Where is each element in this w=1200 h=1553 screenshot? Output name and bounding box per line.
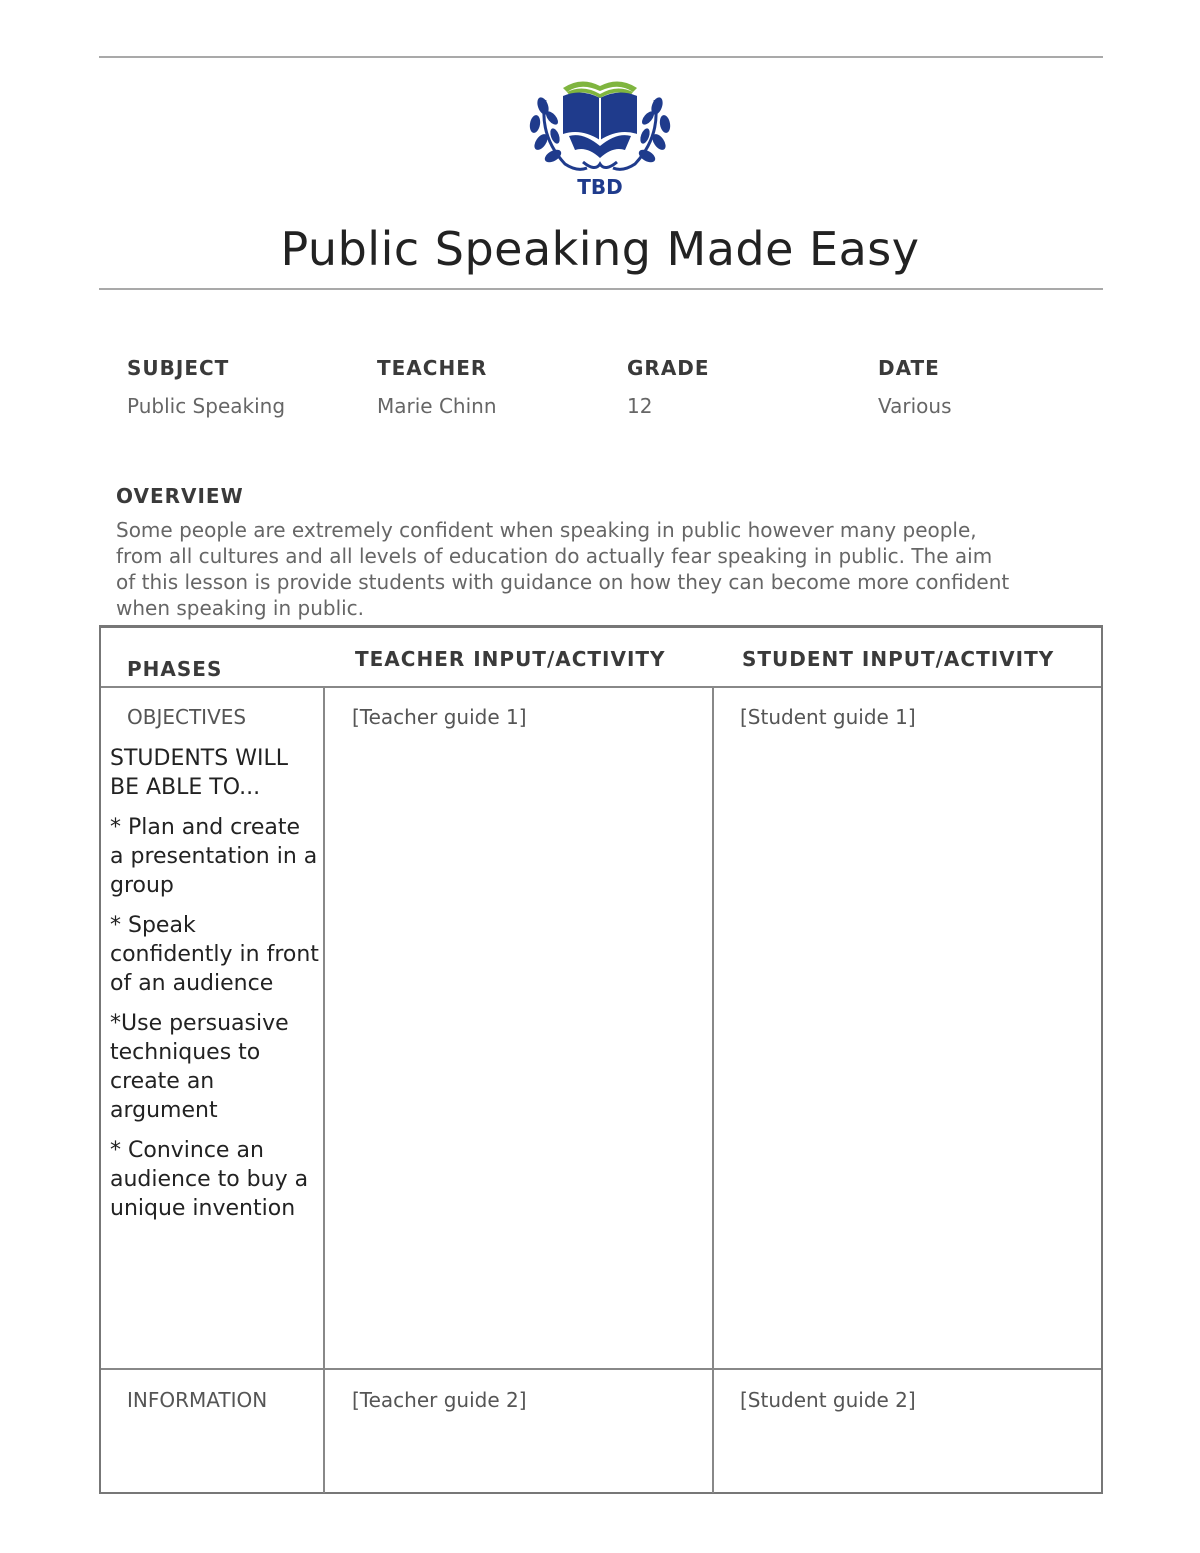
logo-text: TBD (577, 175, 623, 198)
student-guide-2: [Student guide 2] (740, 1388, 916, 1412)
header-divider (101, 686, 1101, 688)
meta-value: Marie Chinn (377, 394, 497, 418)
overview-heading: OVERVIEW (116, 484, 244, 508)
row-divider (101, 1368, 1101, 1370)
meta-teacher (377, 354, 627, 420)
meta-date (878, 354, 1128, 420)
header-phases: PHASES (127, 657, 223, 681)
school-logo (525, 76, 675, 198)
phase-objectives: OBJECTIVES (127, 705, 247, 729)
meta-value: Various (878, 394, 952, 418)
objective-item: * Plan and create a presentation in a group (110, 815, 318, 898)
phase-information: INFORMATION (127, 1388, 268, 1412)
header-teacher-activity: TEACHER INPUT/ACTIVITY (355, 647, 666, 671)
meta-subject (127, 354, 377, 420)
objective-item: * Speak confidently in front of an audience (110, 913, 319, 996)
teacher-guide-1: [Teacher guide 1] (352, 705, 527, 729)
column-divider (323, 686, 325, 1493)
objective-item: * Convince an audience to buy a unique invention (110, 1138, 309, 1221)
teacher-guide-2: [Teacher guide 2] (352, 1388, 527, 1412)
meta-value: Public Speaking (127, 394, 286, 418)
meta-value: 12 (627, 394, 653, 418)
overview-text: Some people are extremely confident when speaking in public however many people, from all cultures and all levels of education do actually fear speaking in public. The aim of this lesson is provide students with guidance on how they can become more confident when speaking in public. (116, 518, 1010, 620)
title-rule (99, 288, 1103, 290)
top-rule (99, 56, 1103, 58)
student-guide-1: [Student guide 1] (740, 705, 916, 729)
meta-label: TEACHER (377, 356, 488, 380)
column-divider (712, 686, 714, 1493)
lesson-plan-table (99, 625, 1103, 1494)
objectives-intro: STUDENTS WILL BE ABLE TO... (110, 746, 288, 800)
meta-grade (627, 354, 877, 420)
meta-label: DATE (878, 356, 940, 380)
meta-label: GRADE (627, 356, 710, 380)
meta-label: SUBJECT (127, 356, 230, 380)
document-title: Public Speaking Made Easy (280, 222, 920, 276)
header-student-activity: STUDENT INPUT/ACTIVITY (742, 647, 1055, 671)
objective-item: *Use persuasive techniques to create an argument (110, 1011, 289, 1123)
objectives-list (110, 744, 320, 1234)
